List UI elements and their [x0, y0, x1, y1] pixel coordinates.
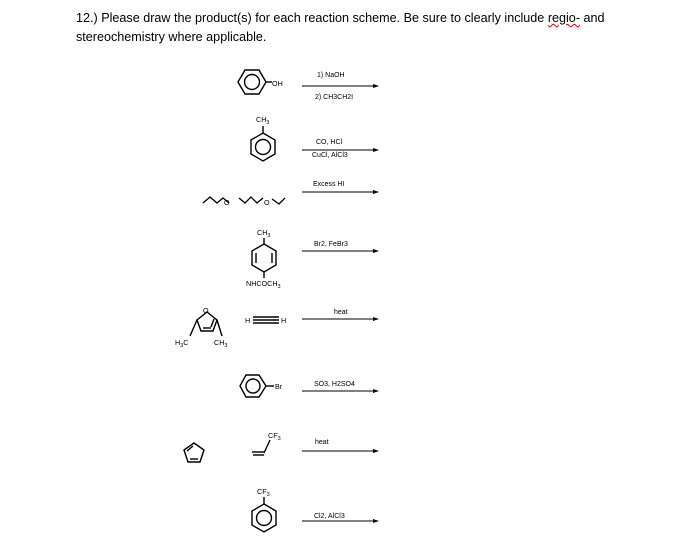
ch3-label: $CH_3$ — [257, 228, 271, 239]
furan-oxygen-label: O — [203, 306, 209, 315]
oh-label: OH — [272, 79, 283, 88]
condition-1-top: 1) NaOH — [317, 72, 345, 79]
nhcoch3-label: $NHCOCH_3$ — [246, 279, 281, 290]
condition-3: Excess HI — [313, 181, 345, 188]
condition-4: Br2, FeBr3 — [314, 241, 348, 248]
cf3-label: $CF_3$ — [268, 431, 281, 442]
condition-8: Cl2, AlCl3 — [314, 513, 345, 520]
ether-oxygen-1: O — [224, 198, 230, 207]
trifluoropropene-structure — [252, 440, 270, 455]
condition-7: heat — [315, 439, 329, 446]
alkyne-h-left: H — [245, 316, 251, 325]
question-line2: stereochemistry where applicable. — [76, 30, 267, 44]
methyl-acetanilide-structure — [252, 238, 276, 278]
cf3-label: $CF_3$ — [257, 487, 270, 498]
question-line1-suffix: and — [580, 11, 605, 25]
br-label: Br — [275, 382, 283, 391]
spellcheck-underlined-word[interactable]: regio- — [547, 11, 581, 25]
cyclopentadiene-structure — [184, 443, 204, 462]
benzotrifluoride-structure — [252, 497, 276, 532]
toluene-structure — [251, 126, 275, 161]
acetylene-structure — [253, 317, 279, 323]
ch3-label: $CH_3$ — [214, 338, 228, 349]
h3c-label: $H_3C$ — [175, 338, 189, 349]
ether-oxygen-2: O — [264, 198, 270, 207]
bromobenzene-structure — [240, 375, 274, 397]
dimethylfuran-structure — [190, 312, 222, 336]
condition-5: heat — [334, 309, 348, 316]
condition-1-bottom: 2) CH3CH2I — [315, 94, 354, 101]
phenol-structure — [238, 70, 272, 94]
condition-6: SO3, H2SO4 — [314, 381, 355, 388]
condition-2-bottom: CuCl, AlCl3 — [312, 152, 348, 159]
condition-2-top: CO, HCl — [316, 139, 343, 146]
question-line1-prefix: 12.) Please draw the product(s) for each reaction scheme. Be sure to clearly include — [76, 11, 548, 25]
alkyne-h-right: H — [281, 316, 287, 325]
ch3-label: $CH_3$ — [256, 115, 270, 126]
